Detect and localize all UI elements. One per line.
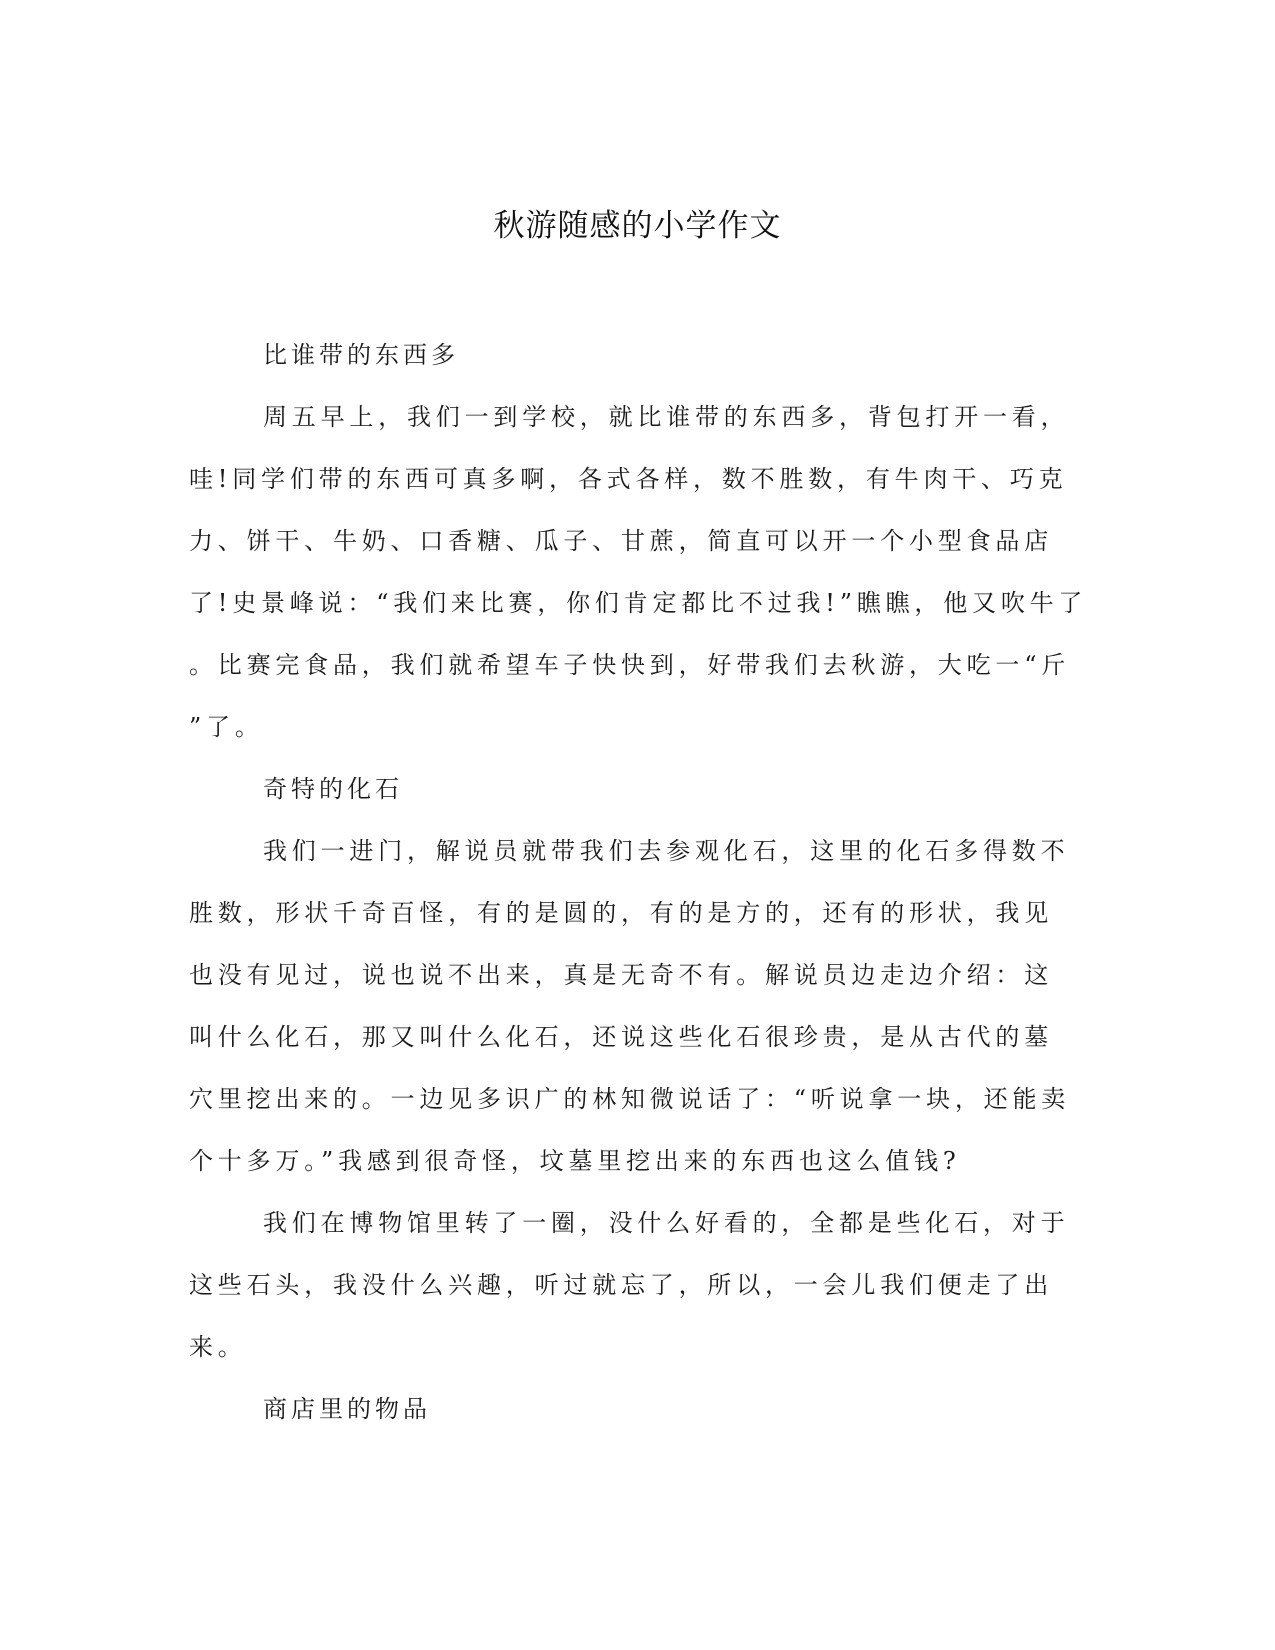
paragraph-line: 我们一进门，解说员就带我们去参观化石，这里的化石多得数不 bbox=[263, 837, 1070, 865]
paragraph-line: 个十多万。”我感到很奇怪，坟墓里挖出来的东西也这么值钱? bbox=[189, 1147, 961, 1175]
paragraph bbox=[189, 1192, 1074, 1378]
section-snacks bbox=[189, 324, 1088, 758]
section-fossils bbox=[189, 758, 1074, 1378]
paragraph-line: 也没有见过，说也说不出来，真是无奇不有。解说员边走边介绍：这 bbox=[189, 961, 1053, 989]
section-heading: 商店里的物品 bbox=[263, 1395, 431, 1423]
page-title: 秋游随感的小学作文 bbox=[493, 208, 782, 244]
paragraph-line: 哇!同学们带的东西可真多啊，各式各样，数不胜数，有牛肉干、巧克 bbox=[189, 465, 1068, 493]
paragraph-line: 穴里挖出来的。一边见多识广的林知微说话了：“听说拿一块，还能卖 bbox=[189, 1085, 1071, 1113]
paragraph-line: 力、饼干、牛奶、口香糖、瓜子、甘蔗，简直可以开一个小型食品店 bbox=[189, 527, 1053, 555]
paragraph-line: 来。 bbox=[189, 1333, 247, 1361]
section-shop bbox=[189, 1378, 1074, 1440]
paragraph-line: 这些石头，我没什么兴趣，听过就忘了，所以，一会儿我们便走了出 bbox=[189, 1271, 1053, 1299]
paragraph-line: 了!史景峰说：“我们来比赛，你们肯定都比不过我!”瞧瞧，他又吹牛了 bbox=[189, 589, 1088, 617]
paragraph-line: 胜数，形状千奇百怪，有的是圆的，有的是方的，还有的形状，我见 bbox=[189, 899, 1053, 927]
paragraph-line: ”了。 bbox=[189, 713, 264, 741]
paragraph-line: 。比赛完食品，我们就希望车子快快到，好带我们去秋游，大吃一“斤 bbox=[189, 651, 1071, 679]
paragraph bbox=[189, 820, 1074, 1192]
paragraph-line: 我们在博物馆里转了一圈，没什么好看的，全都是些化石，对于 bbox=[263, 1209, 1070, 1237]
section-heading: 比谁带的东西多 bbox=[263, 341, 459, 369]
paragraph-line: 周五早上，我们一到学校，就比谁带的东西多，背包打开一看， bbox=[263, 403, 1070, 431]
paragraph bbox=[189, 386, 1088, 758]
document-body bbox=[189, 324, 1088, 1440]
paragraph-line: 叫什么化石，那又叫什么化石，还说这些化石很珍贵，是从古代的墓 bbox=[189, 1023, 1053, 1051]
section-heading: 奇特的化石 bbox=[263, 775, 403, 803]
